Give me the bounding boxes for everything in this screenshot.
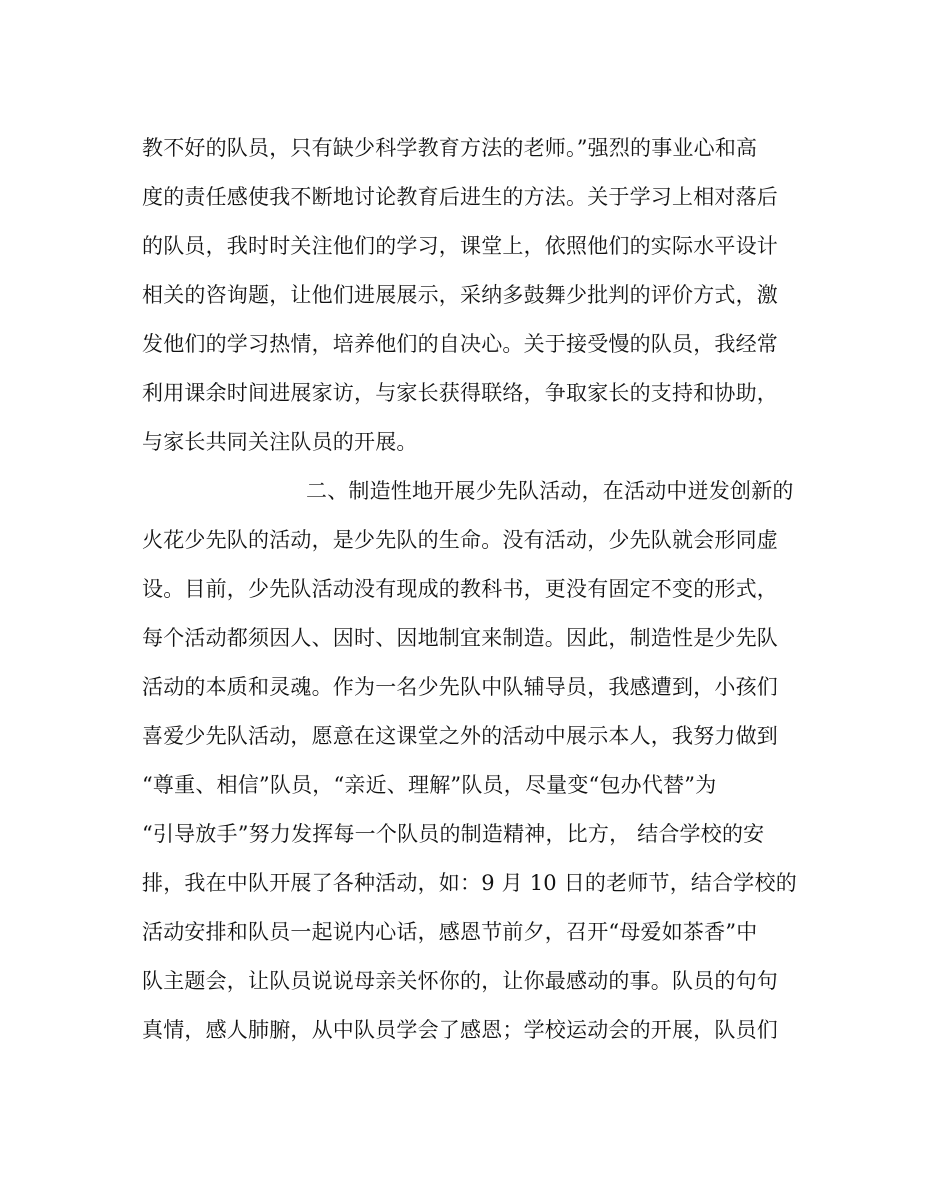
text-line: 发他们的学习热情，培养他们的自决心。关于接受慢的队员，我经常 bbox=[142, 332, 778, 356]
text-line: 真情，感人肺腑，从中队员学会了感恩；学校运动会的开展，队员们 bbox=[142, 1018, 778, 1042]
text-line: 火花少先队的活动，是少先队的生命。没有活动，少先队就会形同虚 bbox=[142, 528, 778, 552]
section-heading-line: 二、制造性地开展少先队活动，在活动中迸发创新的 bbox=[306, 479, 794, 503]
text-line: 排，我在中队开展了各种活动，如：9 月 10 日的老师节，结合学校的 bbox=[142, 871, 797, 895]
text-line: 设。目前，少先队活动没有现成的教科书，更没有固定不变的形式， bbox=[142, 577, 778, 601]
text-line: 队主题会，让队员说说母亲关怀你的，让你最感动的事。队员的句句 bbox=[142, 969, 778, 993]
text-line: “引导放手”努力发挥每一个队员的制造精神，比方， 结合学校的安 bbox=[142, 822, 765, 846]
text-line: 相关的咨询题，让他们进展展示，采纳多鼓舞少批判的评价方式，激 bbox=[142, 283, 778, 307]
text-line: 与家长共同关注队员的开展。 bbox=[142, 430, 418, 454]
text-line: 的队员，我时时关注他们的学习，课堂上，依照他们的实际水平设计 bbox=[142, 234, 778, 258]
text-line: 活动安排和队员一起说内心话，感恩节前夕，召开“母爱如茶香”中 bbox=[142, 920, 758, 944]
text-line: 教不好的队员，只有缺少科学教育方法的老师。”强烈的事业心和高 bbox=[142, 136, 758, 160]
text-line: 活动的本质和灵魂。作为一名少先队中队辅导员，我感遭到，小孩们 bbox=[142, 675, 778, 699]
text-line: “尊重、相信”队员，“亲近、理解”队员，尽量变“包办代替”为 bbox=[142, 773, 717, 797]
text-line: 每个活动都须因人、因时、因地制宜来制造。因此，制造性是少先队 bbox=[142, 626, 778, 650]
text-line: 利用课余时间进展家访，与家长获得联络，争取家长的支持和协助， bbox=[142, 381, 778, 405]
text-line: 度的责任感使我不断地讨论教育后进生的方法。关于学习上相对落后 bbox=[142, 185, 778, 209]
text-line: 喜爱少先队活动，愿意在这课堂之外的活动中展示本人，我努力做到 bbox=[142, 724, 778, 748]
